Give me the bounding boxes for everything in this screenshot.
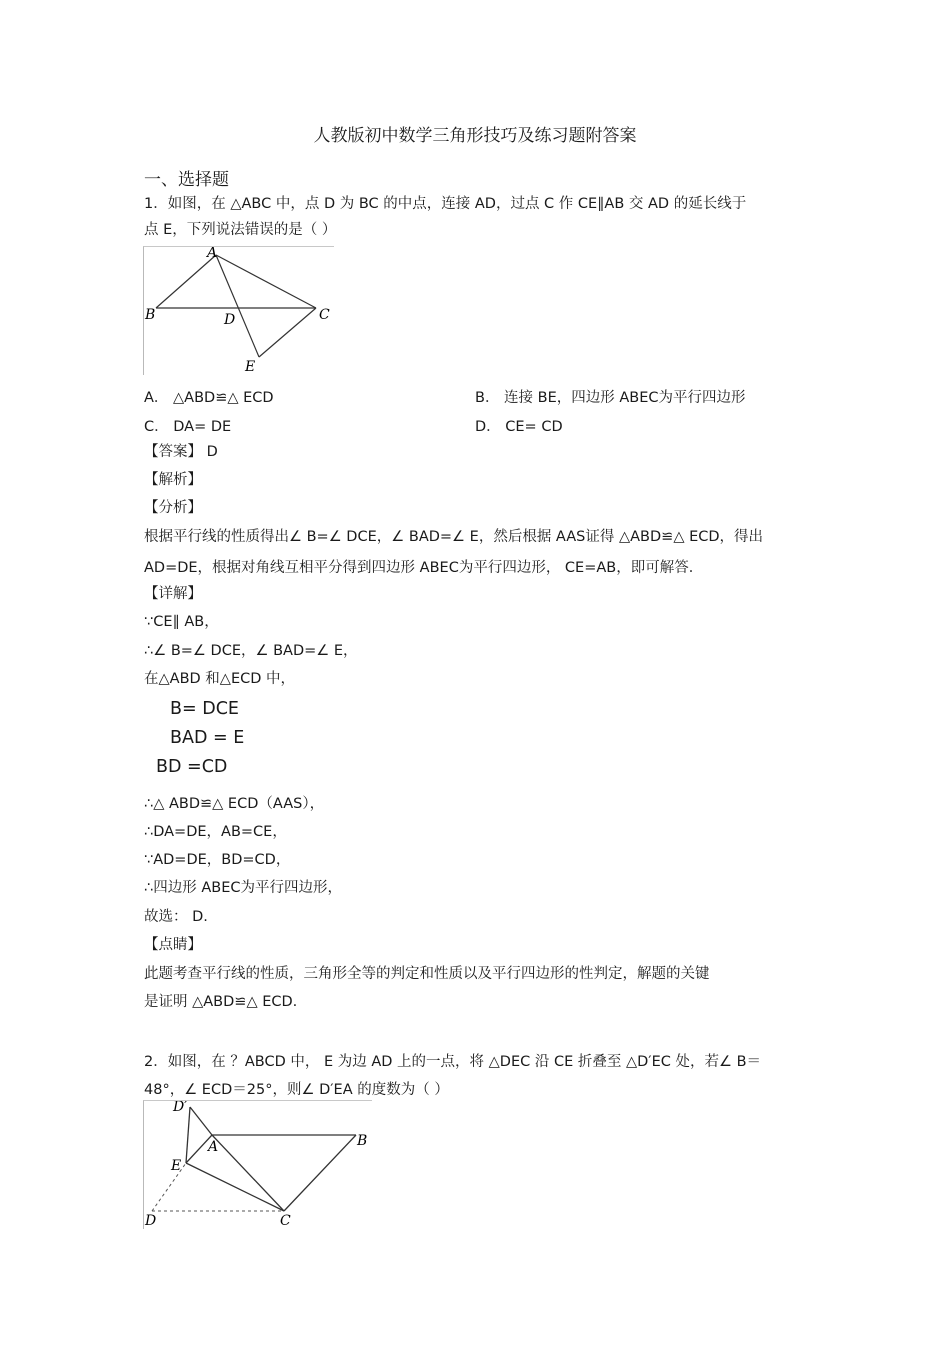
q2-stem-line1: 2．如图，在 ？ABCD 中， E 为边 AD 上的一点，将 △DEC 沿 CE 折叠至 △D′EC 处，若∠ B＝ (144, 1054, 762, 1070)
label-c: C (280, 1213, 291, 1229)
q1-step6: ∵AD=DE，BD=CD， (144, 852, 291, 868)
label-c: C (319, 307, 330, 323)
q1-dianjing-heading: 【点睛】 (144, 937, 202, 953)
document-title: 人教版初中数学三角形技巧及练习题附答案 (313, 126, 637, 146)
q1-option-b: B． 连接 BE，四边形 ABEC为平行四边形 (475, 390, 746, 406)
q1-option-d: D． CE= CD (475, 419, 563, 435)
q1-analysis-line1: 根据平行线的性质得出∠ B=∠ DCE，∠ BAD=∠ E，然后根据 AAS证得 △ABD≌△ ECD，得出 (144, 529, 764, 545)
q1-step5: ∴DA=DE，AB=CE， (144, 824, 287, 840)
q1-system-line2: BAD = E (170, 728, 245, 748)
label-e: E (171, 1158, 182, 1174)
q1-fenxi-heading: 【分析】 (144, 500, 202, 516)
q1-comment-line2: 是证明 △ABD≌△ ECD. (144, 994, 298, 1010)
label-d: D (224, 312, 236, 328)
q1-system-line3: BD =CD (156, 757, 228, 777)
q2-figure (143, 1100, 372, 1229)
label-b: B (357, 1133, 368, 1149)
section-heading: 一、选择题 (144, 170, 229, 190)
q1-answer: 【答案】 D (144, 444, 218, 460)
q1-step3: 在△ABD 和△ECD 中， (144, 671, 296, 687)
q1-step4: ∴△ ABD≌△ ECD（AAS）， (144, 796, 325, 812)
q1-stem-line2: 点 E，下列说法错误的是（ ） (144, 222, 337, 238)
q1-step2: ∴∠ B=∠ DCE，∠ BAD=∠ E， (144, 643, 358, 659)
q2-stem-line2: 48°，∠ ECD＝25°，则∠ D′EA 的度数为（ ） (144, 1082, 449, 1098)
q1-step7: ∴四边形 ABEC为平行四边形， (144, 880, 342, 896)
q1-stem-line1: 1．如图，在 △ABC 中，点 D 为 BC 的中点，连接 AD，过点 C 作 CE∥AB 交 AD 的延长线于 (144, 196, 747, 212)
q1-option-a: A． △ABD≌△ ECD (144, 390, 274, 406)
q1-analysis-line2: AD=DE，根据对角线互相平分得到四边形 ABEC为平行四边形， CE=AB，即可解答． (144, 560, 704, 576)
q1-step1: ∵CE∥ AB， (144, 614, 219, 630)
q1-jiexi-heading: 【解析】 (144, 472, 202, 488)
q1-triangle-diagram (144, 247, 334, 375)
q1-option-c: C． DA= DE (144, 419, 232, 435)
label-d-prime: D′ (173, 1101, 188, 1115)
q1-figure (143, 246, 334, 375)
label-e: E (245, 359, 256, 375)
q1-system-line1: B= DCE (170, 699, 239, 719)
q2-parallelogram-diagram (144, 1101, 372, 1229)
label-a: A (208, 1139, 219, 1155)
q1-step8: 故选： D. (144, 909, 208, 925)
label-d: D (145, 1213, 157, 1229)
label-a: A (207, 247, 218, 261)
q1-xiangjie-heading: 【详解】 (144, 586, 202, 602)
label-b: B (145, 307, 156, 323)
q1-comment-line1: 此题考查平行线的性质，三角形全等的判定和性质以及平行四边形的性判定，解题的关键 (144, 966, 710, 982)
